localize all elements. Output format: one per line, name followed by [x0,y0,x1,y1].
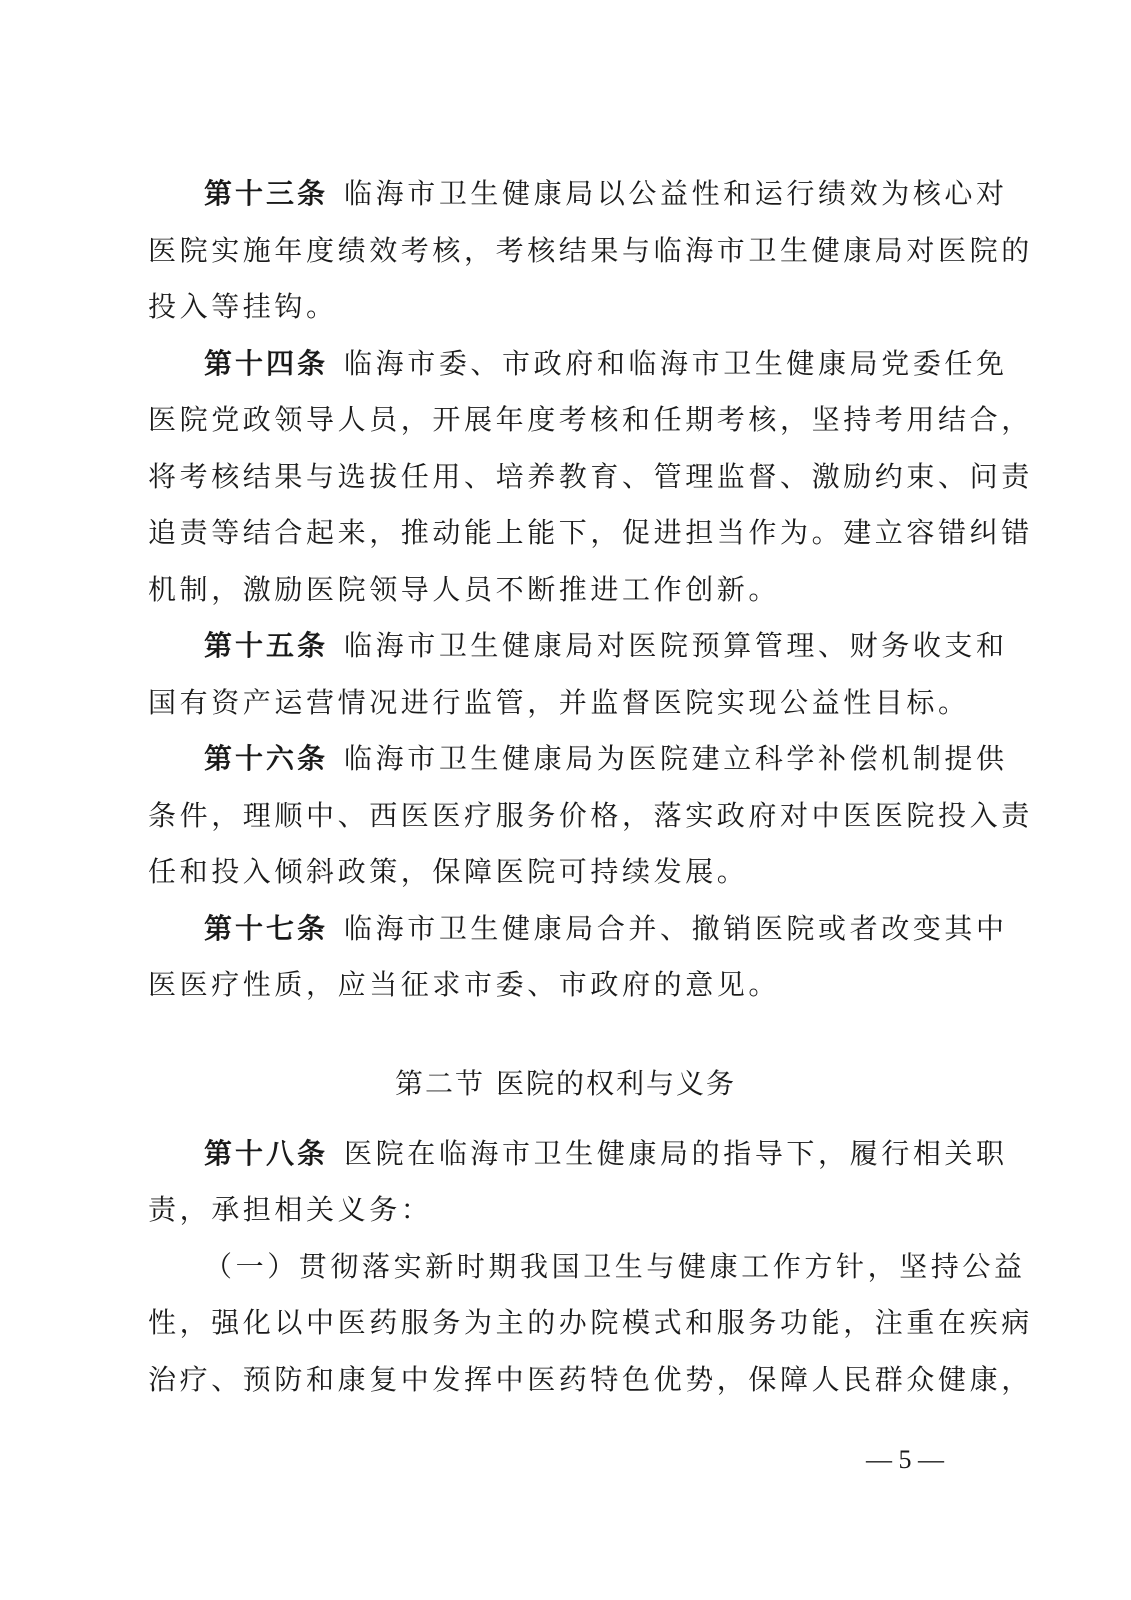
article-14-line-4: 追责等结合起来，推动能上能下，促进担当作为。建立容错纠错 [148,516,1033,549]
article-15-head: 第十五条 [204,629,329,662]
article-13-line-1: 第十三条 临海市卫生健康局以公益性和运行绩效为核心对 [204,177,1008,210]
article-14-line-1: 第十四条 临海市委、市政府和临海市卫生健康局党委任免 [204,347,1008,380]
article-16-head: 第十六条 [204,742,329,775]
article-16-line-1: 第十六条 临海市卫生健康局为医院建立科学补偿机制提供 [204,742,1008,775]
article-14-line-5: 机制，激励医院领导人员不断推进工作创新。 [148,573,781,606]
article-13-line-3: 投入等挂钩。 [148,290,338,323]
article-17-line-2: 医医疗性质，应当征求市委、市政府的意见。 [148,968,781,1001]
article-17-line-1: 第十七条 临海市卫生健康局合并、撤销医院或者改变其中 [204,912,1008,945]
item-1-line-2: 性，强化以中医药服务为主的办院模式和服务功能，注重在疾病 [148,1306,1033,1339]
article-13-line-2: 医院实施年度绩效考核，考核结果与临海市卫生健康局对医院的 [148,234,1033,267]
article-15-line-2: 国有资产运营情况进行监管，并监督医院实现公益性目标。 [148,686,970,719]
item-1-line-3: 治疗、预防和康复中发挥中医药特色优势，保障人民群众健康， [148,1363,1033,1396]
article-14-line-2: 医院党政领导人员，开展年度考核和任期考核，坚持考用结合， [148,403,1033,436]
section-title: 第二节 医院的权利与义务 [395,1067,736,1100]
item-1-line-1: （一）贯彻落实新时期我国卫生与健康工作方针，坚持公益 [204,1250,1026,1283]
article-14-line-3: 将考核结果与选拔任用、培养教育、管理监督、激励约束、问责 [148,460,1033,493]
article-18-line-2: 责，承担相关义务： [148,1193,433,1226]
article-15-line-1: 第十五条 临海市卫生健康局对医院预算管理、财务收支和 [204,629,1008,662]
article-17-head: 第十七条 [204,912,329,945]
article-18-head: 第十八条 [204,1137,329,1170]
page-number: — 5 — [866,1445,944,1474]
article-16-line-3: 任和投入倾斜政策，保障医院可持续发展。 [148,855,749,888]
article-16-line-2: 条件，理顺中、西医医疗服务价格，落实政府对中医医院投入责 [148,799,1033,832]
article-18-line-1: 第十八条 医院在临海市卫生健康局的指导下，履行相关职 [204,1137,1008,1170]
article-13-head: 第十三条 [204,177,329,210]
article-14-head: 第十四条 [204,347,329,380]
